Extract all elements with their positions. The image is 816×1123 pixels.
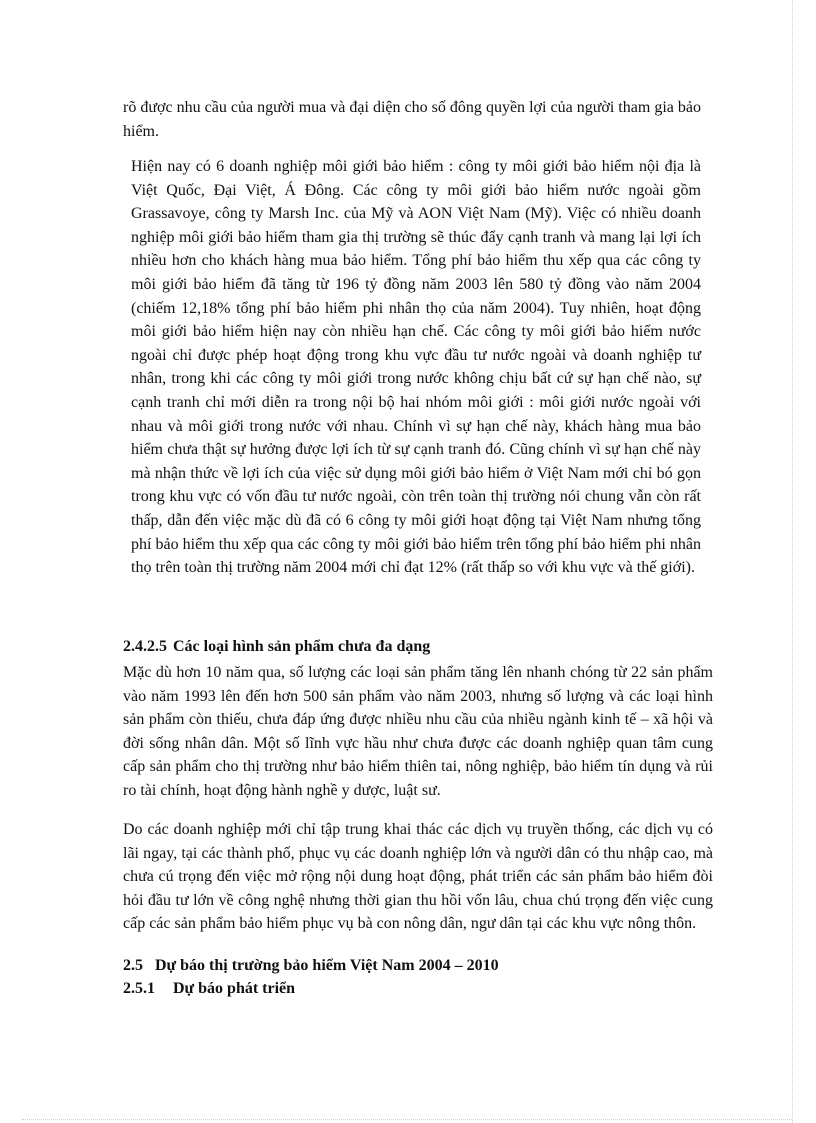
section-number: 2.5 [123,957,143,974]
section-title: Dự báo thị trường bảo hiểm Việt Nam 2004 – 2010 [155,957,499,974]
section-title: Các loại hình sản phẩm chưa đa dạng [173,638,431,655]
page-bottom-border [22,1119,792,1120]
section-heading-2-4-2-5 [123,636,430,658]
section-number: 2.5.1 [123,980,155,997]
paragraph-products-limited: Mặc dù hơn 10 năm qua, số lượng các loại sản phẩm tăng lên nhanh chóng từ 22 sản phẩm vào năm 1993 lên đến hơn 500 sản phẩm vào năm 2003, nhưng số lượng và các loại hình sản phẩm còn thiếu, chưa đáp ứng được nhiều nhu cầu của nhiều ngành kinh tế – xã hội và đời sống nhân dân. Một số lĩnh vực hầu như chưa được các doanh nghiệp quan tâm cung cấp sản phẩm cho thị trường như bảo hiểm thiên tai, nông nghiệp, bảo hiểm tín dụng và rủi ro tài chính, hoạt động hành nghề y dược, luật sư. [123,664,713,799]
paragraph-intro: rõ được nhu cầu của người mua và đại diện cho số đông quyền lợi của người tham gia bảo hiểm. [123,99,701,140]
paragraph-products-traditional-services: Do các doanh nghiệp mới chỉ tập trung khai thác các dịch vụ truyền thống, các dịch vụ có lãi ngay, tại các thành phố, phục vụ các doanh nghiệp lớn và người dân có thu nhập cao, mà chưa cú trọng đến việc mở rộng nội dung hoạt động, phát triển các sản phẩm bảo hiểm đòi hỏi đầu tư lớn về công nghệ nhưng thời gian thu hồi vốn lâu, chua chú trọng đến việc cung cấp các sản phẩm bảo hiểm phục vụ bà con nông dân, ngư dân tại các khu vực nông thôn. [123,821,713,933]
section-heading-2-5-1 [123,978,295,1000]
section-title: Dự báo phát triển [173,980,296,997]
section-number: 2.4.2.5 [123,638,167,655]
paragraph-insurance-brokers: Hiện nay có 6 doanh nghiệp môi giới bảo hiểm : công ty môi giới bảo hiểm nội địa là Việt Quốc, Đại Việt, Á Đông. Các công ty môi giới bảo hiểm nước ngoài gồm Grassavoye, công ty Marsh Inc. của Mỹ và AON Việt Nam (Mỹ). Việc có nhiều doanh nghiệp môi giới bảo hiểm tham gia thị trường sẽ thúc đẩy cạnh tranh và mang lại lợi ích nhiều hơn cho khách hàng mua bảo hiểm. Tổng phí bảo hiểm thu xếp qua các công ty môi giới bảo hiểm đã tăng từ 196 tỷ đồng năm 2003 lên 580 tỷ đồng vào năm 2004 (chiếm 12,18% tổng phí bảo hiểm phi nhân thọ của năm 2004). Tuy nhiên, hoạt động môi giới bảo hiểm hiện nay còn nhiều hạn chế. Các công ty môi giới bảo hiểm nước ngoài chỉ được phép hoạt động trong khu vực đầu tư nước ngoài và doanh nghiệp tư nhân, trong khi các công ty môi giới trong nước không chịu bất cứ sự hạn chế nào, sự cạnh tranh chỉ mới diễn ra trong nội bộ hai nhóm môi giới : môi giới nước ngoài với nhau và môi giới trong nước với nhau. Chính vì sự hạn chế này, khách hàng mua bảo hiểm chưa thật sự hưởng được lợi ích từ sự cạnh tranh đó. Cũng chính vì sự hạn chế này mà nhận thức về lợi ích của việc sử dụng môi giới bảo hiểm ở Việt Nam mới chỉ bó gọn trong khu vực có vốn đầu tư nước ngoài, còn trên toàn thị trường nói chung vẫn còn rất thấp, dẫn đến việc mặc dù đã có 6 công ty môi giới hoạt động tại Việt Nam nhưng tổng phí bảo hiểm thu xếp qua các công ty môi giới bảo hiểm trên tổng phí bảo hiểm phi nhân thọ trên toàn thị trường năm 2004 mới chỉ đạt 12% (rất thấp so với khu vực và thế giới). [131,158,701,577]
page-right-border [792,0,793,1123]
section-heading-2-5 [123,955,499,977]
